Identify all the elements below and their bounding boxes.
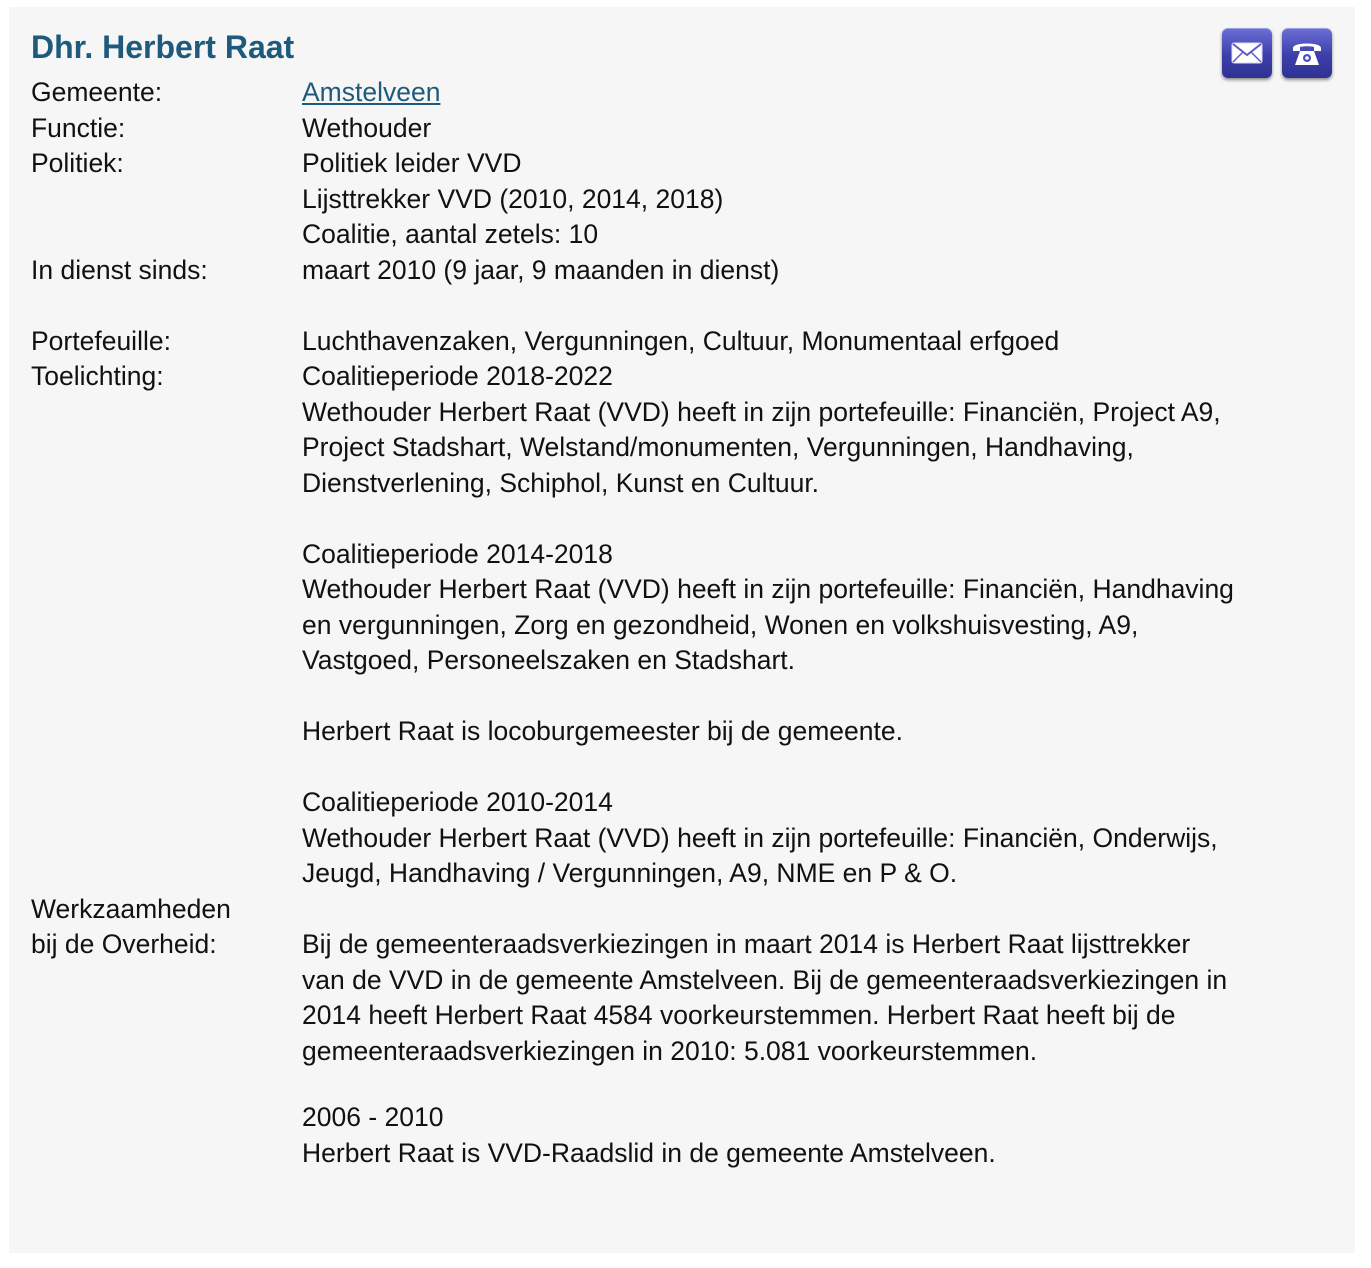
toelichting-title: Coalitieperiode 2014-2018 [302,538,613,569]
toelichting-line: en vergunningen, Zorg en gezondheid, Wonen en volkshuisvesting, A9, [302,609,1139,640]
label-werkzaamheden-2: bij de Overheid: [31,929,217,959]
toelichting-line: Wethouder Herbert Raat (VVD) heeft in zijn portefeuille: Financiën, Onderwijs, [302,822,1218,853]
toelichting-line: Jeugd, Handhaving / Vergunningen, A9, NME en P & O. [302,858,958,888]
spacer [31,288,1341,324]
label-werkzaamheden-1: Werkzaamheden [31,893,231,924]
werkzaamheden-period: 2006 - 2010 [302,1102,444,1132]
toelichting-line: Project Stadshart, Welstand/monumenten, Vergunningen, Handhaving, [302,432,1134,462]
value-politiek [302,146,1341,253]
value-toelichting [302,359,1341,927]
label-portefeuille: Portefeuille: [31,325,171,356]
value-portefeuille: Luchthavenzaken, Vergunningen, Cultuur, Monumentaal erfgoed [302,325,1060,356]
toelichting-line: Dienstverlening, Schiphol, Kunst en Cultuur. [302,467,820,498]
row-werkzaamheden [31,927,1341,1171]
phone-button[interactable] [1282,28,1332,78]
werkzaamheden-line: van de VVD in de gemeente Amstelveen. Bij de gemeenteraadsverkiezingen in [302,964,1228,995]
politiek-line: Coalitie, aantal zetels: 10 [302,219,599,249]
werkzaamheden-line: gemeenteraadsverkiezingen in 2010: 5.081 voorkeurstemmen. [302,1035,1038,1066]
telephone-icon [1291,39,1323,67]
toelichting-line: Vastgoed, Personeelszaken en Stadshart. [302,645,796,675]
toelichting-title: Coalitieperiode 2010-2014 [302,787,613,817]
person-name: Dhr. Herbert Raat [31,29,295,65]
werkzaamheden-line: 2014 heeft Herbert Raat 4584 voorkeurstemmen. Herbert Raat heeft bij de [302,1000,1176,1030]
label-functie: Functie: [31,112,126,143]
row-politiek [31,146,1341,253]
email-button[interactable] [1222,28,1272,78]
gemeente-link[interactable]: Amstelveen [302,77,441,107]
toelichting-line: Herbert Raat is locoburgemeester bij de gemeente. [302,716,903,746]
label-gemeente: Gemeente: [31,77,163,107]
value-functie: Wethouder [302,112,432,143]
toelichting-line: Wethouder Herbert Raat (VVD) heeft in zijn portefeuille: Financiën, Handhaving [302,574,1234,604]
toelichting-line: Wethouder Herbert Raat (VVD) heeft in zijn portefeuille: Financiën, Project A9, [302,396,1221,427]
row-in-dienst [31,253,1341,289]
toelichting-title: Coalitieperiode 2018-2022 [302,361,613,391]
details-table [31,75,1341,1171]
werkzaamheden-line: Bij de gemeenteraadsverkiezingen in maart 2014 is Herbert Raat lijsttrekker [302,929,1191,959]
label-toelichting-text: Toelichting: [31,361,164,391]
value-in-dienst: maart 2010 (9 jaar, 9 maanden in dienst) [302,254,780,285]
label-toelichting [31,359,302,927]
profile-card [9,7,1355,1253]
row-gemeente [31,75,1341,111]
row-toelichting [31,359,1341,927]
contact-icons [1222,28,1332,78]
label-in-dienst: In dienst sinds: [31,254,208,285]
envelope-icon [1231,42,1263,64]
politiek-line: Lijsttrekker VVD (2010, 2014, 2018) [302,183,724,214]
row-portefeuille [31,324,1341,360]
value-werkzaamheden [302,927,1341,1171]
label-politiek: Politiek: [31,148,124,178]
row-functie [31,111,1341,147]
werkzaamheden-line: Herbert Raat is VVD-Raadslid in de gemeente Amstelveen. [302,1137,996,1168]
politiek-line: Politiek leider VVD [302,148,522,178]
